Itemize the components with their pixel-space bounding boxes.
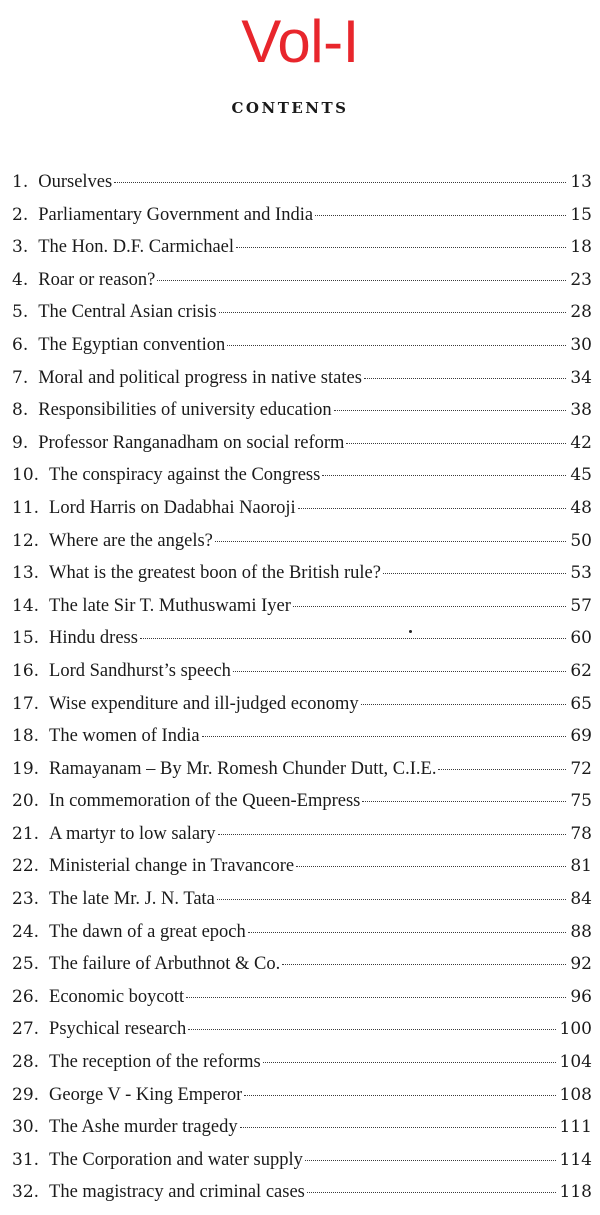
toc-entry [12,596,592,629]
toc-entry [12,172,592,205]
toc-entry-page: 15 [570,204,592,225]
table-of-contents [12,172,592,1215]
toc-entry-page: 114 [559,1149,592,1170]
toc-entry-number: 20. [12,791,40,812]
toc-entry [12,856,592,889]
toc-entry-number: 14. [12,595,40,616]
toc-entry-page: 42 [570,432,592,453]
toc-entry [12,1052,592,1085]
toc-entry [12,1117,592,1150]
toc-entry-title: The Central Asian crisis [38,302,217,323]
print-speck [409,630,412,633]
toc-entry-title: Ramayanam – By Mr. Romesh Chunder Dutt, C.I.E. [49,758,437,779]
toc-entry [12,987,592,1020]
dot-leader [244,1095,555,1096]
dot-leader [233,671,566,672]
toc-entry-page: 72 [570,758,592,779]
toc-entry-title: The Corporation and water supply [49,1149,303,1170]
toc-entry [12,759,592,792]
toc-entry-number: 5. [12,302,29,323]
toc-entry-page: 50 [570,530,592,551]
dot-leader [364,378,566,379]
toc-entry-title: Professor Ranganadham on social reform [38,432,345,453]
toc-entry-page: 60 [570,628,592,649]
toc-entry-title: Ministerial change in Travancore [49,856,295,877]
dot-leader [218,834,567,835]
toc-entry [12,661,592,694]
toc-entry-page: 38 [570,400,592,421]
dot-leader [188,1029,555,1030]
toc-entry [12,1150,592,1183]
toc-entry-page: 13 [570,172,592,192]
toc-entry-number: 8. [12,400,29,421]
toc-entry-number: 24. [12,921,40,942]
toc-entry-number: 25. [12,954,40,975]
toc-entry-page: 30 [570,334,592,355]
toc-entry-number: 9. [12,432,29,453]
dot-leader [227,345,566,346]
toc-entry-page: 69 [570,726,592,747]
dot-leader [215,541,566,542]
toc-entry-title: Parliamentary Government and India [38,204,314,225]
dot-leader [334,410,567,411]
toc-entry-title: Lord Sandhurst’s speech [49,660,231,681]
toc-entry-number: 11. [12,497,40,518]
toc-entry-number: 28. [12,1052,40,1073]
toc-entry [12,270,592,303]
toc-entry-number: 16. [12,660,40,681]
toc-entry-page: 108 [559,1084,592,1105]
toc-entry-title: Where are the angels? [49,530,213,551]
toc-entry [12,335,592,368]
dot-leader [140,638,566,639]
dot-leader [296,866,566,867]
dot-leader [219,312,567,313]
toc-entry-page: 34 [570,367,592,388]
toc-entry-number: 27. [12,1019,40,1040]
toc-entry-number: 19. [12,758,40,779]
dot-leader [438,769,566,770]
toc-entry-number: 12. [12,530,40,551]
toc-entry-number: 17. [12,693,40,714]
toc-entry-title: Wise expenditure and ill-judged economy [49,693,359,714]
dot-leader [315,215,566,216]
toc-entry-number: 15. [12,628,40,649]
toc-entry-page: 48 [570,497,592,518]
toc-entry [12,1182,592,1215]
dot-leader [248,932,567,933]
dot-leader [362,801,566,802]
toc-entry-page: 28 [570,302,592,323]
dot-leader [307,1192,556,1193]
toc-entry-page: 75 [570,791,592,812]
toc-entry-number: 4. [12,269,29,290]
toc-entry-page: 118 [559,1182,592,1203]
toc-entry-page: 45 [570,465,592,486]
toc-entry-page: 53 [570,563,592,584]
toc-entry-title: What is the greatest boon of the British rule? [49,563,381,584]
toc-entry-title: Responsibilities of university education [38,400,332,421]
toc-entry-number: 7. [12,367,29,388]
toc-entry-page: 92 [570,954,592,975]
toc-entry-page: 18 [570,237,592,258]
dot-leader [202,736,567,737]
toc-entry [12,465,592,498]
toc-entry [12,694,592,727]
toc-entry-title: The women of India [49,726,200,747]
dot-leader [305,1160,556,1161]
dot-leader [114,182,566,183]
dot-leader [186,997,566,998]
toc-entry-number: 23. [12,889,40,910]
dot-leader [217,899,566,900]
toc-entry-number: 21. [12,823,40,844]
toc-entry [12,302,592,335]
toc-entry-number: 29. [12,1084,40,1105]
toc-entry-page: 96 [570,986,592,1007]
toc-entry-title: The dawn of a great epoch [49,921,246,942]
dot-leader [346,443,566,444]
toc-entry [12,563,592,596]
toc-entry-title: Psychical research [49,1019,187,1040]
toc-entry [12,1085,592,1118]
toc-entry-title: The late Mr. J. N. Tata [49,889,215,910]
volume-title: Vol-I [241,8,359,75]
toc-entry-title: The conspiracy against the Congress [49,465,321,486]
toc-entry-number: 30. [12,1117,40,1138]
dot-leader [263,1062,556,1063]
toc-entry-title: The Hon. D.F. Carmichael [38,237,235,258]
toc-entry-number: 26. [12,986,40,1007]
toc-entry-number: 10. [12,465,40,486]
toc-entry-page: 23 [570,269,592,290]
toc-entry [12,433,592,466]
toc-entry-title: The Egyptian convention [38,334,226,355]
toc-entry-title: Roar or reason? [38,269,156,290]
toc-entry [12,531,592,564]
dot-leader [293,606,566,607]
toc-entry [12,726,592,759]
toc-entry [12,1019,592,1052]
toc-entry [12,498,592,531]
dot-leader [236,247,566,248]
toc-entry-page: 104 [559,1052,592,1073]
toc-entry-title: Lord Harris on Dadabhai Naoroji [49,497,296,518]
toc-entry-page: 81 [570,856,592,877]
toc-entry [12,368,592,401]
toc-entry-number: 18. [12,726,40,747]
toc-entry-page: 88 [570,921,592,942]
toc-entry-number: 1. [12,172,29,192]
toc-entry [12,922,592,955]
toc-entry-page: 84 [570,889,592,910]
toc-entry-title: Economic boycott [49,986,185,1007]
toc-entry-page: 78 [570,823,592,844]
toc-entry-title: Ourselves [38,172,113,192]
dot-leader [361,704,567,705]
toc-entry-number: 2. [12,204,29,225]
toc-entry-title: Moral and political progress in native states [38,367,362,388]
toc-entry [12,237,592,270]
dot-leader [240,1127,556,1128]
toc-entry-number: 3. [12,237,29,258]
toc-entry-title: In commemoration of the Queen-Empress [49,791,361,812]
toc-entry-title: George V - King Emperor [49,1084,243,1105]
toc-entry [12,205,592,238]
toc-entry [12,954,592,987]
toc-entry-number: 6. [12,334,29,355]
dot-leader [383,573,566,574]
toc-entry [12,400,592,433]
toc-entry-page: 65 [570,693,592,714]
dot-leader [157,280,566,281]
toc-entry [12,824,592,857]
toc-entry [12,791,592,824]
toc-entry-title: The late Sir T. Muthuswami Iyer [49,595,291,616]
toc-entry-number: 13. [12,563,40,584]
contents-heading: CONTENTS [231,99,349,117]
toc-entry-title: A martyr to low salary [49,823,216,844]
dot-leader [298,508,567,509]
toc-entry-title: The failure of Arbuthnot & Co. [49,954,281,975]
toc-entry-title: The reception of the reforms [49,1052,261,1073]
toc-entry [12,628,592,661]
toc-entry-page: 62 [570,660,592,681]
toc-entry-page: 57 [570,595,592,616]
toc-entry-title: Hindu dress [49,628,138,649]
toc-entry-number: 31. [12,1149,40,1170]
toc-entry-title: The magistracy and criminal cases [49,1182,305,1203]
toc-entry-number: 32. [12,1182,40,1203]
toc-entry-title: The Ashe murder tragedy [49,1117,238,1138]
dot-leader [282,964,566,965]
toc-entry-page: 100 [559,1019,592,1040]
dot-leader [322,475,566,476]
toc-entry-number: 22. [12,856,40,877]
toc-entry-page: 111 [559,1117,592,1138]
toc-entry [12,889,592,922]
